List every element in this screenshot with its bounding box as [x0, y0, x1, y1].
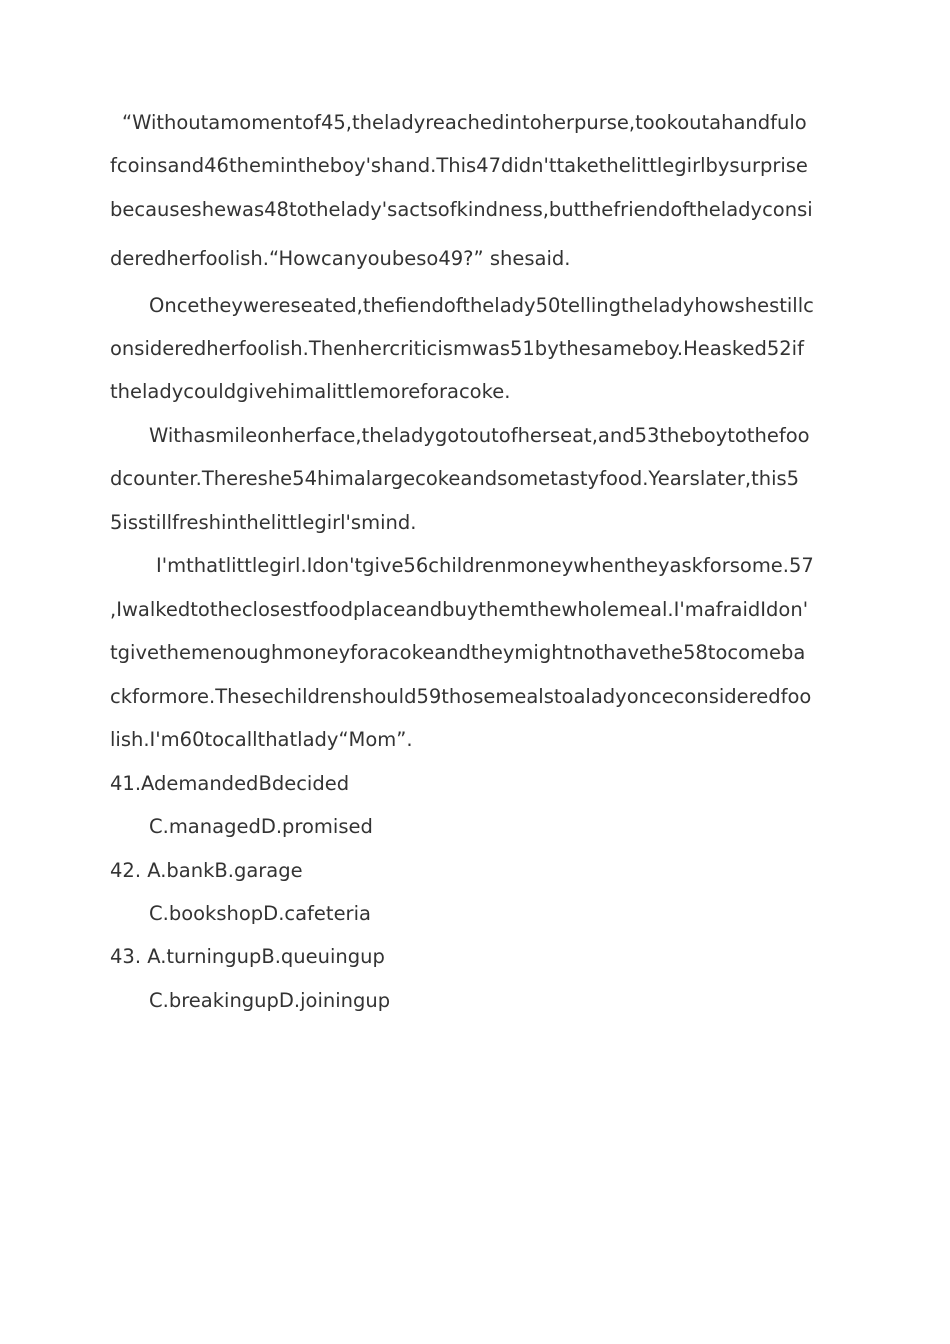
paragraph-1-line-4: deredherfoolish.“Howcanyoubeso49?” shesaid. — [110, 247, 571, 270]
paragraph-3-line-1: Withasmileonherface,theladygotoutofherseat,and53theboytothefoo — [149, 424, 810, 447]
paragraph-1-line-2: fcoinsand46themintheboy'shand.This47didn'ttakethelittlegirlbysurprise — [110, 154, 808, 177]
question-41-options-ab: 41.AdemandedBdecided — [110, 772, 350, 795]
question-41-options-cd: C.managedD.promised — [149, 815, 373, 838]
paragraph-1-line-1: “Withoutamomentof45,theladyreachedintoherpurse,tookoutahandfulo — [122, 111, 807, 134]
paragraph-1-line-3: becauseshewas48tothelady'sactsofkindness,butthefriendoftheladyconsi — [110, 198, 813, 221]
paragraph-4-line-4: ckformore.Thesechildrenshould59thosemealstoaladyonceconsideredfoo — [110, 685, 812, 708]
paragraph-4-line-2: ,Iwalkedtotheclosestfoodplaceandbuythemthewholemeal.I'mafraidIdon' — [110, 598, 809, 621]
paragraph-3-line-3: 5isstillfreshinthelittlegirl'smind. — [110, 511, 417, 534]
question-43-options-ab: 43. A.turningupB.queuingup — [110, 945, 385, 968]
question-42-options-cd: C.bookshopD.cafeteria — [149, 902, 371, 925]
paragraph-4-line-5: lish.I'm60tocallthatlady“Mom”. — [110, 728, 413, 751]
paragraph-2-line-1: Oncetheywereseated,thefiendofthelady50tellingtheladyhowshestillc — [149, 294, 814, 317]
paragraph-3-line-2: dcounter.Thereshe54himalargecokeandsometastyfood.Yearslater,this5 — [110, 467, 800, 490]
question-42-options-ab: 42. A.bankB.garage — [110, 859, 303, 882]
paragraph-2-line-3: theladycouldgivehimalittlemoreforacoke. — [110, 380, 511, 403]
paragraph-2-line-2: onsideredherfoolish.Thenhercriticismwas51bythesameboy.Heasked52if — [110, 337, 804, 360]
paragraph-4-line-1: I'mthatlittlegirl.Idon'tgive56childrenmoneywhentheyaskforsome.57 — [156, 554, 814, 577]
question-43-options-cd: C.breakingupD.joiningup — [149, 989, 391, 1012]
paragraph-4-line-3: tgivethemenoughmoneyforacokeandtheymightnothavethe58tocomeba — [110, 641, 806, 664]
